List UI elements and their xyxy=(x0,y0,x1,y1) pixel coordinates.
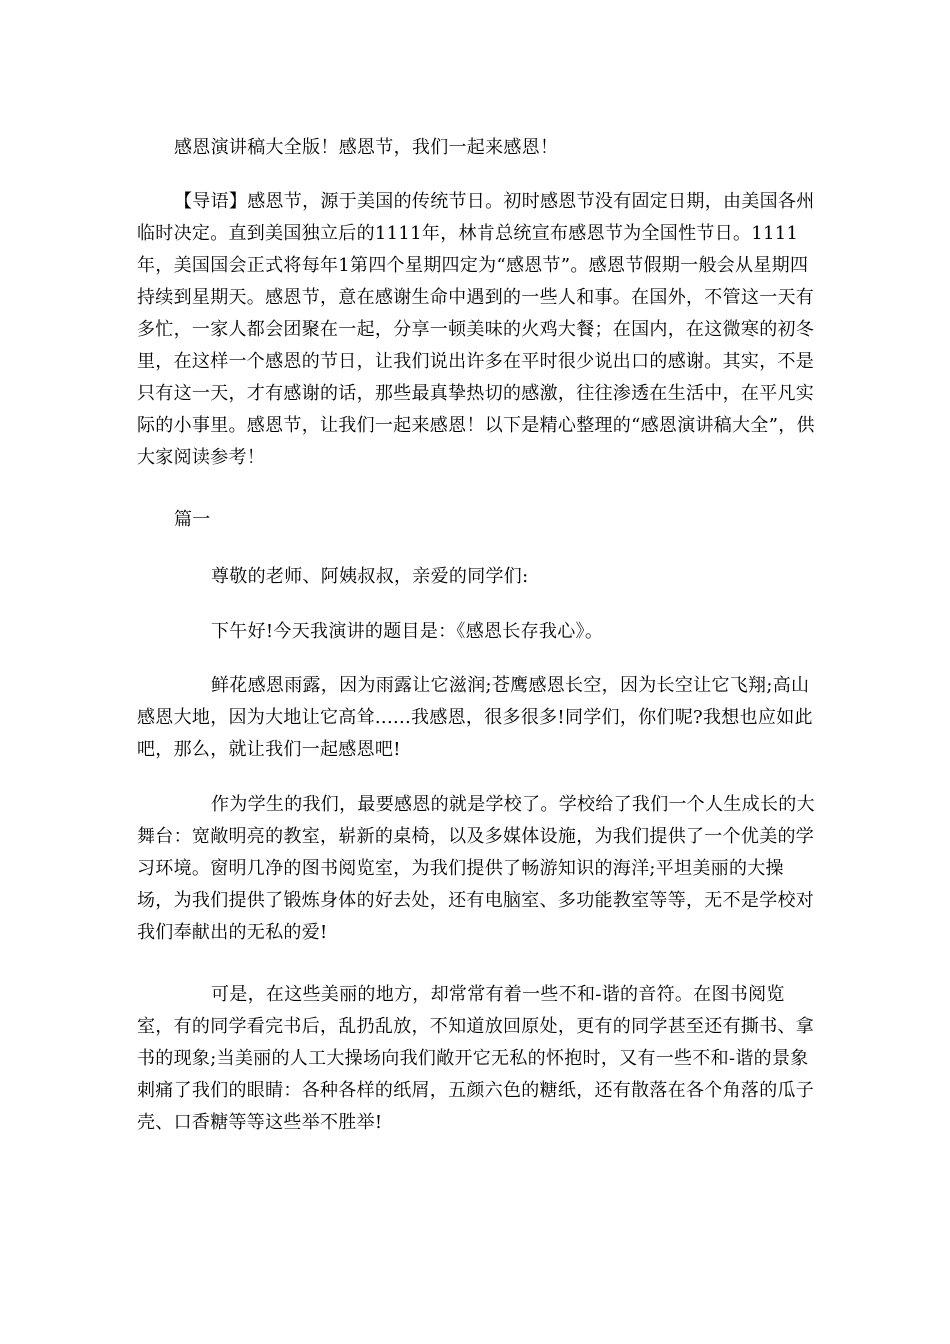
document-title: 感恩演讲稿大全版！感恩节，我们一起来感恩！ xyxy=(174,137,559,158)
body-paragraph-2: 作为学生的我们，最要感恩的就是学校了。学校给了我们一个人生成长的大舞台：宽敞明亮的教室，崭新的桌椅，以及多媒体设施，为我们提供了一个优美的学习环境。窗明几净的图书阅览室，为我们提供了畅游知识的海洋;平坦美丽的大操场，为我们提供了锻炼身体的好去处，还有电脑室、多功能教室等等，无不是学校对我们奉献出的无私的爱! xyxy=(137,794,815,943)
intro-paragraph: 【导语】感恩节，源于美国的传统节日。初时感恩节没有固定日期，由美国各州临时决定。直到美国独立后的1111年，林肯总统宣布感恩节为全国性节日。1111年，美国国会正式将每年1第四个星期四定为“感恩节”。感恩节假期一般会从星期四持续到星期天。感恩节，意在感谢生命中遇到的一些人和事。在国外，不管这一天有多忙，一家人都会团聚在一起，分享一顿美味的火鸡大餐；在国内，在这微寒的初冬里，在这样一个感恩的节日，让我们说出许多在平时很少说出口的感谢。其实，不是只有这一天，才有感谢的话，那些最真挚热切的感激，往往渗透在生活中，在平凡实际的小事里。感恩节，让我们一起来感恩！以下是精心整理的“感恩演讲稿大全”，供大家阅读参考！ xyxy=(137,191,815,468)
section-heading: 篇一 xyxy=(174,509,211,530)
body-paragraph-1: 鲜花感恩雨露，因为雨露让它滋润;苍鹰感恩长空，因为长空让它飞翔;高山感恩大地，因为大地让它高耸......我感恩，很多很多!同学们，你们呢?我想也应如此吧，那么，就让我们一起感恩吧! xyxy=(137,675,813,760)
body-paragraph-3: 可是，在这些美丽的地方，却常常有着一些不和-谐的音符。在图书阅览室，有的同学看完书后，乱扔乱放，不知道放回原处，更有的同学甚至还有撕书、拿书的现象;当美丽的人工大操场向我们敞开它无私的怀抱时，又有一些不和-谐的景象刺痛了我们的眼睛：各种各样的纸屑，五颜六色的糖纸，还有散落在各个角落的瓜子壳、口香糖等等这些举不胜举! xyxy=(137,984,815,1133)
greeting-line: 尊敬的老师、阿姨叔叔，亲爱的同学们: xyxy=(211,566,529,587)
opening-line: 下午好!今天我演讲的题目是：《感恩长存我心》。 xyxy=(211,621,604,642)
